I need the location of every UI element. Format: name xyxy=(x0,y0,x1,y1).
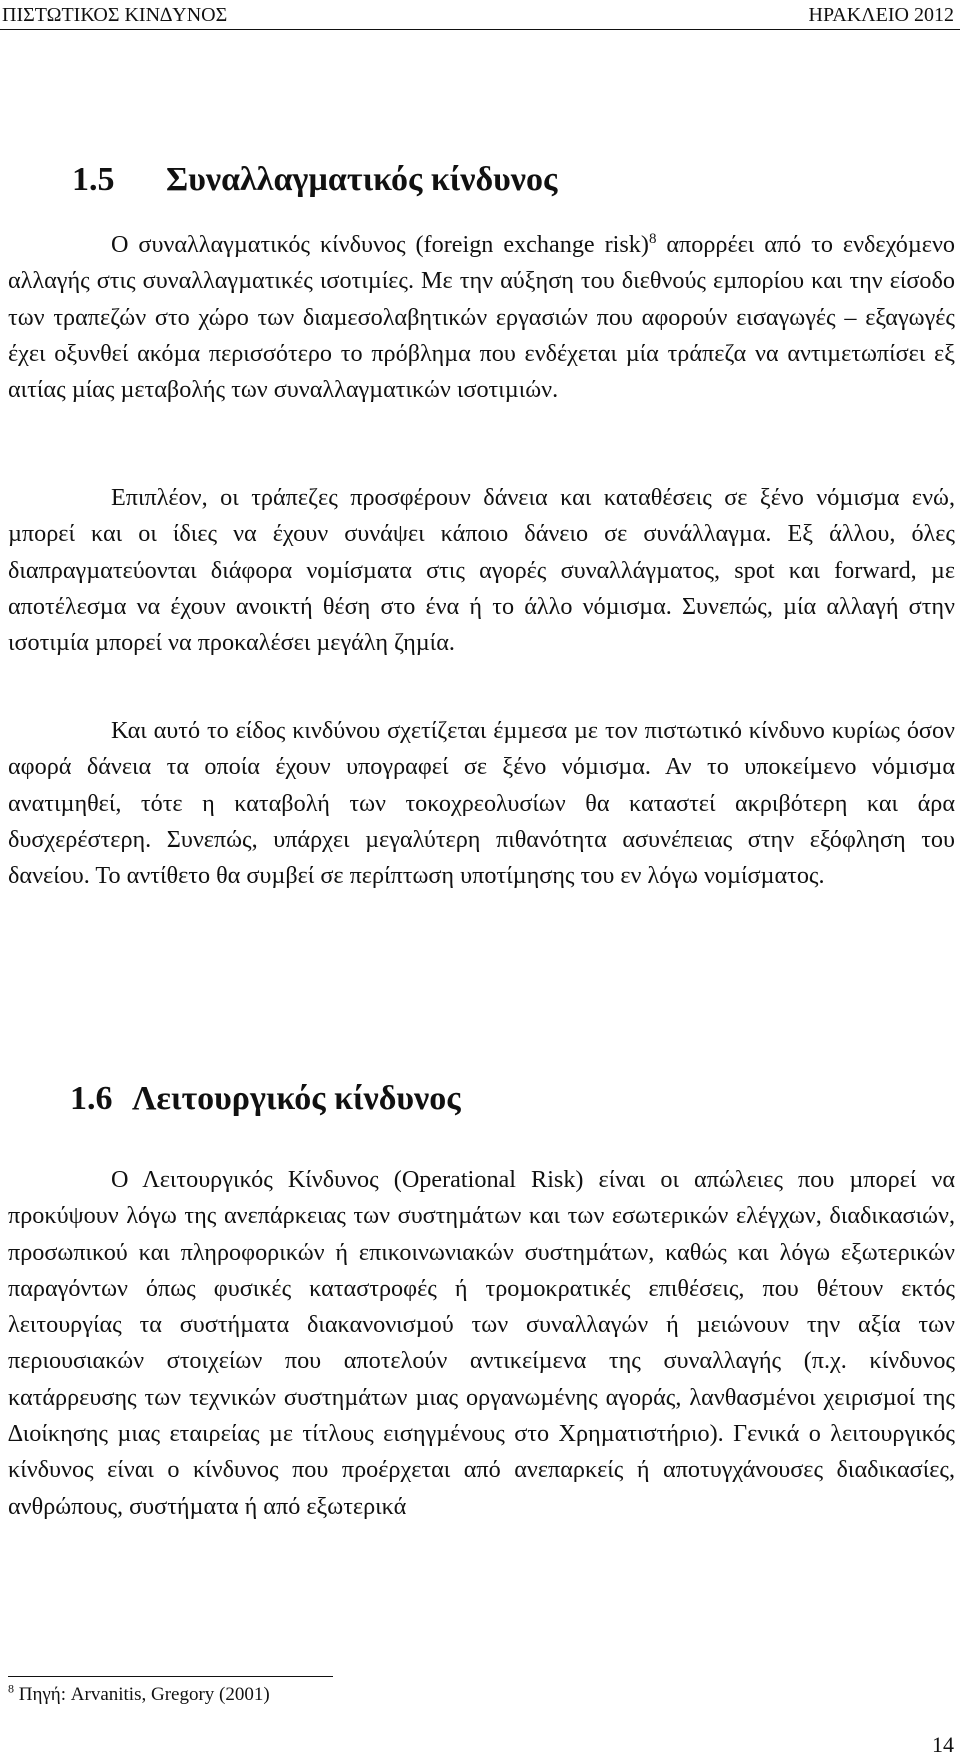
header-place-year: ΗΡΑΚΛΕΙΟ 2012 xyxy=(808,4,954,26)
section-number: 1.5 xyxy=(72,161,115,198)
section-number: 1.6 xyxy=(70,1080,113,1117)
section-heading-1-5 xyxy=(72,160,557,200)
paragraph-foreign-exchange-loans: Επιπλέον, οι τράπεζες προσφέρουν δάνεια και καταθέσεις σε ξένο νόµισµα ενώ, µπορεί και οι ίδιες να έχουν συνάψει κάποιο δάνειο σε συνάλλαγµα. Εξ άλλου, όλες διαπραγµατεύονται διάφορα νοµίσµατα στις αγορές συναλλάγµατος, spot και forward, µε αποτέλεσµα να έχουν ανοικτή θέση στο ένα ή το άλλο νόµισµα. Συνεπώς, µία αλλαγή στην ισοτιµία µπορεί να προκαλέσει µεγάλη ζηµία. xyxy=(8,484,955,657)
footnote-reference: 8 xyxy=(648,230,657,247)
footnote-text: Πηγή: Arvanitis, Gregory (2001) xyxy=(14,1684,270,1705)
paragraph-text: Ο συναλλαγµατικός κίνδυνος (foreign exchange risk) xyxy=(111,231,649,258)
header-title: ΠΙΣΤΩΤΙΚΟΣ ΚΙΝ∆ΥΝΟΣ xyxy=(2,4,228,26)
paragraph-operational-risk: Ο Λειτουργικός Κίνδυνος (Operational Risk) είναι οι απώλειες που µπορεί να προκύψουν λόγω της ανεπάρκειας των συστηµάτων και των εσωτερικών ελέγχων, διαδικασιών, προσωπικού και πληροφορικών ή επικοινωνιακών συστηµάτων, καθώς και λόγω εξωτερικών παραγόντων όπως φυσικές καταστροφές ή τροµοκρατικές επιθέσεις, που θέτουν εκτός λειτουργίας τα συστήµατα διακανονισµού των συναλλαγών ή µειώνουν την αξία των περιουσιακών στοιχείων που αποτελούν αντικείµενα της συναλλαγής (π.χ. κίνδυνος κατάρρευσης των τεχνικών συστηµάτων µιας οργανωµένης αγοράς, λανθασµένοι χειρισµοί της ∆ιοίκησης µιας εταιρείας µε τίτλους εισηγµένους στο Χρηµατιστήριο). Γενικά ο λειτουργικός κίνδυνος είναι ο κίνδυνος που προέρχεται από ανεπαρκείς ή αποτυγχάνουσες διαδικασίες, ανθρώπους, συστήµατα ή από εξωτερικά xyxy=(8,1166,955,1520)
section-title: Συναλλαγµατικός κίνδυνος xyxy=(166,161,558,198)
running-header xyxy=(0,0,960,34)
header-rule xyxy=(0,29,960,30)
section-heading-1-6 xyxy=(70,1079,461,1119)
paragraph-text: απορρέει από το ενδεχόµενο αλλαγής στις συναλλαγµατικές ισοτιµίες. Με την αύξηση του διεθνούς εµπορίου και την είσοδο των τραπεζών στο χώρο των διαµεσολαβητικών εργασιών που αφορούν εισαγωγές – εξαγωγές έχει οξυνθεί ακόµα περισσότερο το πρόβληµα που ενδέχεται µία τράπεζα να αντιµετωπίσει εξ αιτίας µίας µεταβολής των συναλλαγµατικών ισοτιµιών. xyxy=(8,231,955,404)
footnote xyxy=(8,1683,270,1707)
footnote-marker: 8 xyxy=(8,1681,14,1696)
footnote-rule xyxy=(8,1676,333,1677)
paragraph-foreign-exchange-credit: Και αυτό το είδος κινδύνου σχετίζεται έµµεσα µε τον πιστωτικό κίνδυνο κυρίως όσον αφορά δάνεια τα οποία έχουν υπογραφεί σε ξένο νόµισµα. Αν το υποκείµενο νόµισµα ανατιµηθεί, τότε η καταβολή των τοκοχρεολυσίων θα καταστεί ακριβότερη και άρα δυσχερέστερη. Συνεπώς, υπάρχει µεγαλύτερη πιθανότητα ασυνέπειας στην εξόφληση του δανείου. Το αντίθετο θα συµβεί σε περίπτωση υποτίµησης του εν λόγω νοµίσµατος. xyxy=(8,717,955,890)
section-title: Λειτουργικός κίνδυνος xyxy=(132,1080,461,1117)
paragraph-foreign-exchange-intro xyxy=(8,227,955,408)
page-number: 14 xyxy=(932,1732,954,1757)
